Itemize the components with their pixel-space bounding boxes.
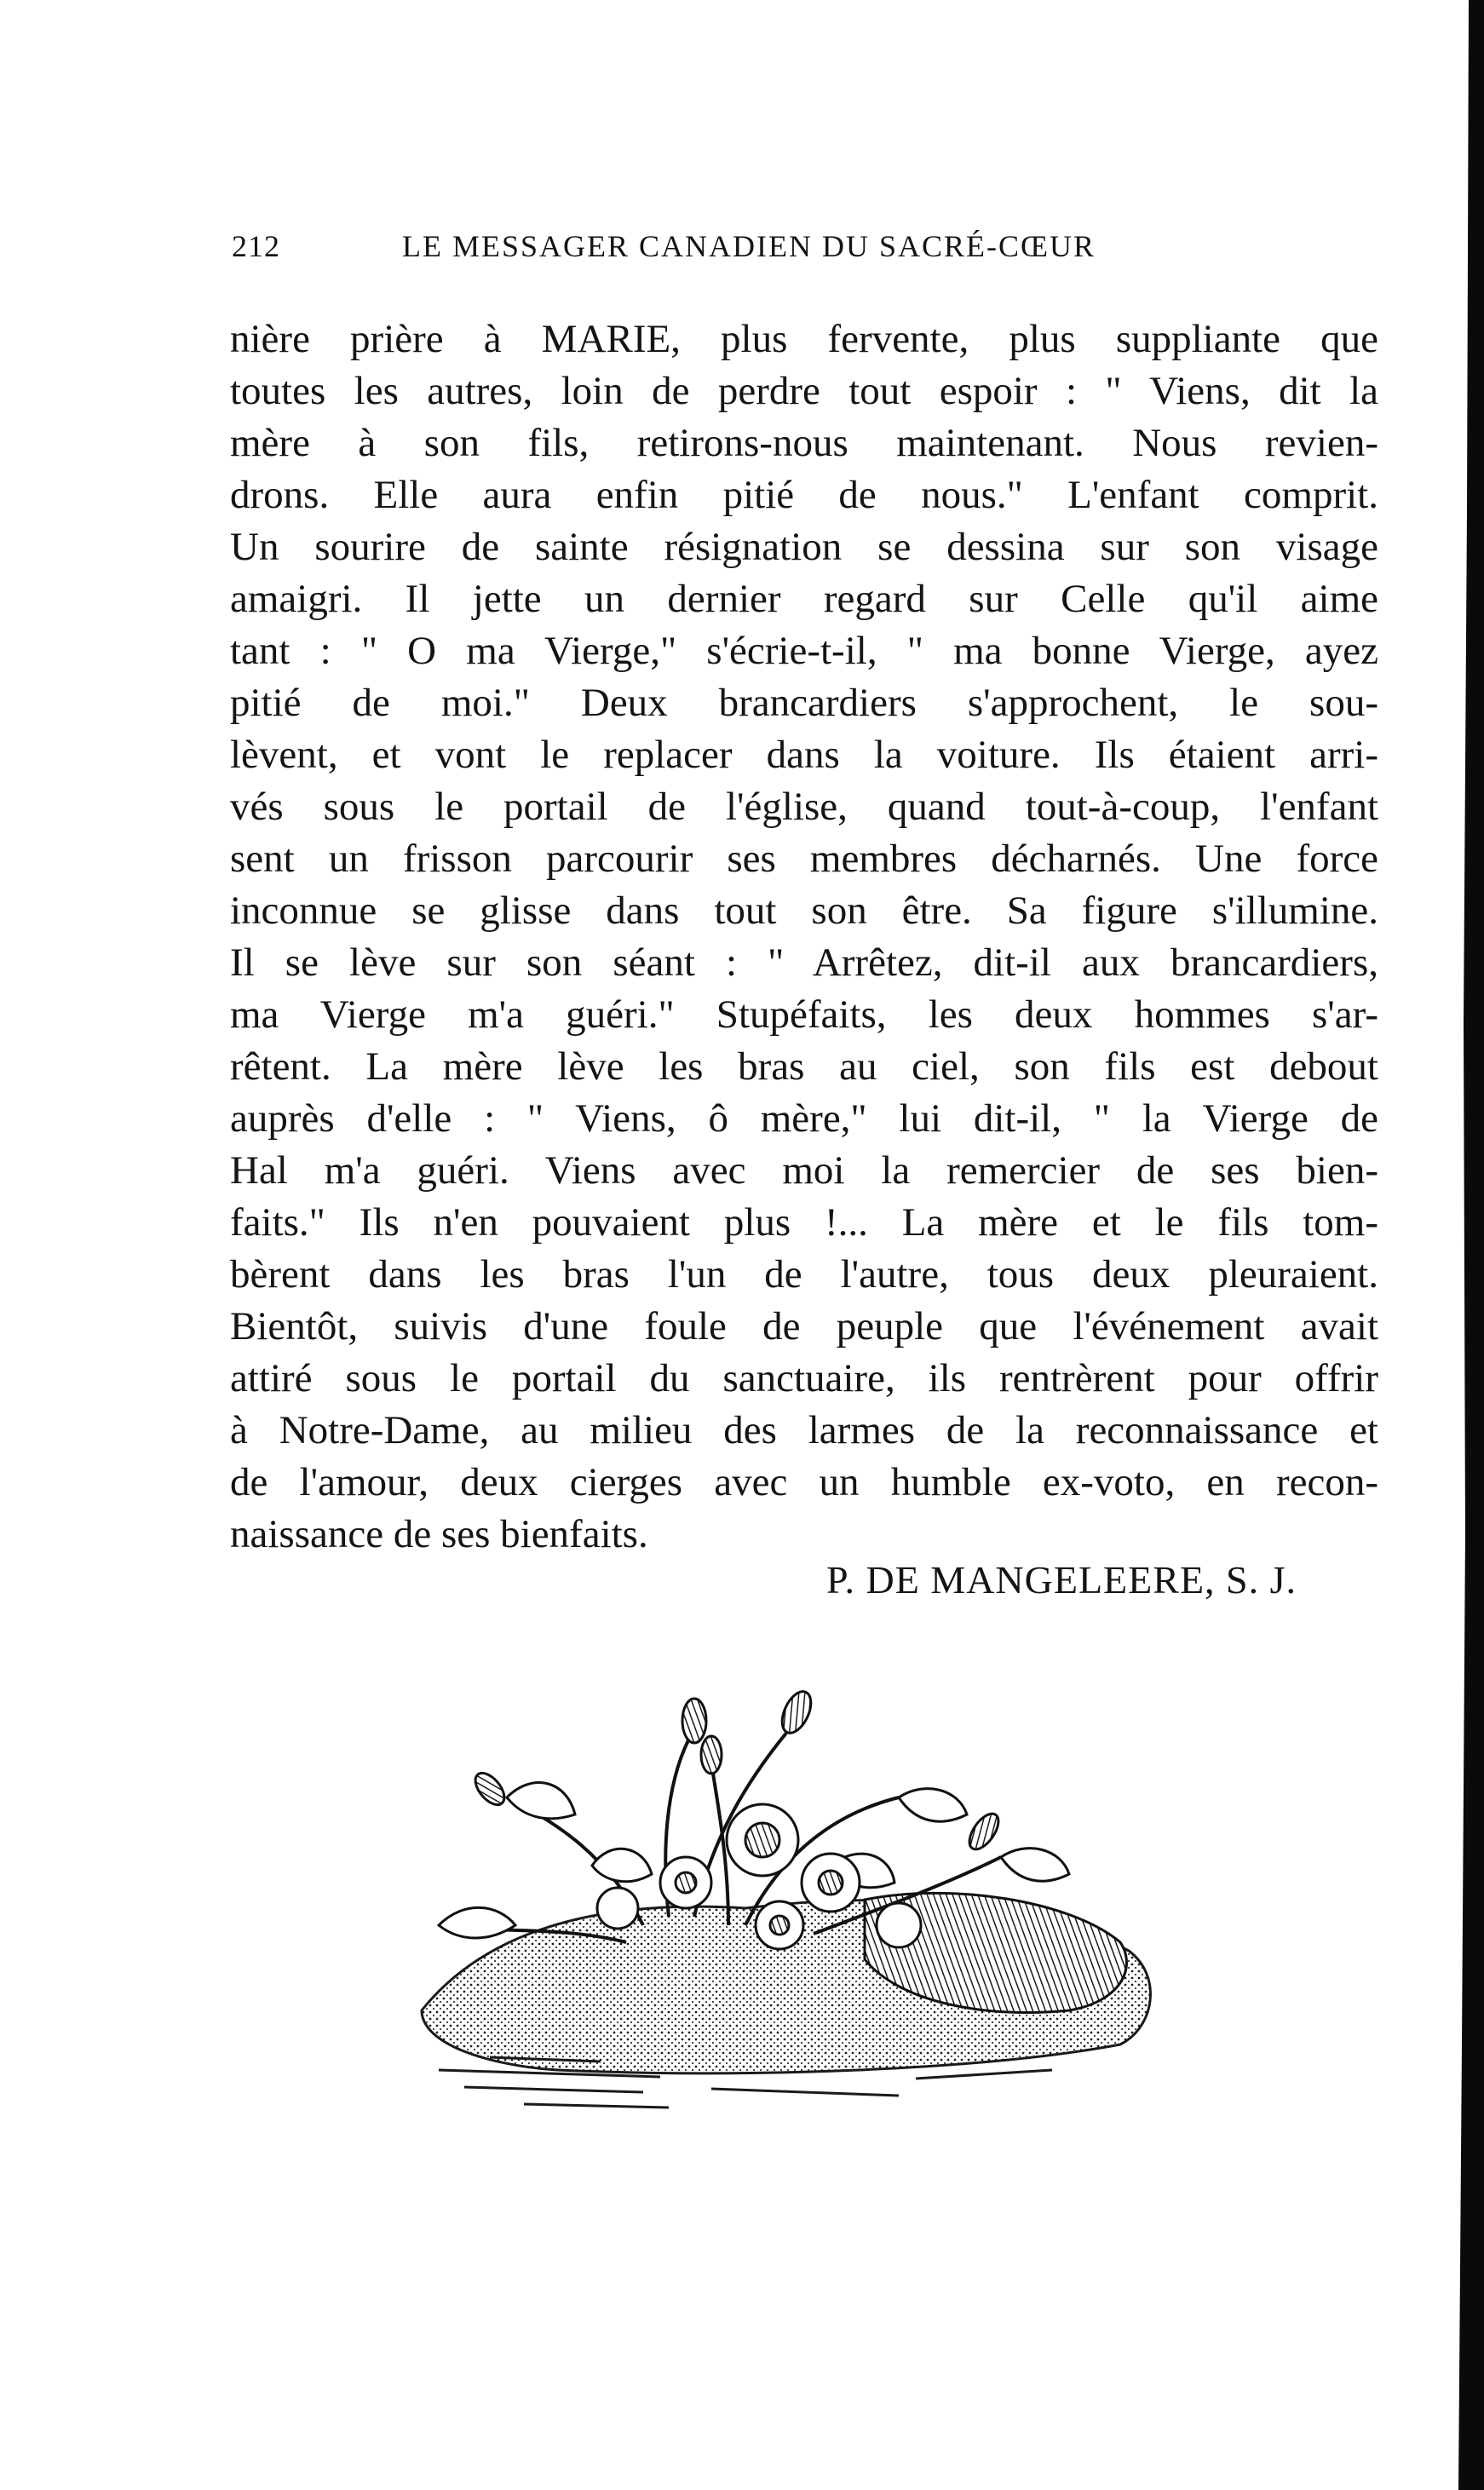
- text-line: naissance de ses bienfaits.: [230, 1512, 648, 1556]
- text-line: attiré sous le portail du sanctuaire, ils rentrèrent pour offrir: [230, 1356, 1378, 1400]
- journal-title: LE MESSAGER CANADIEN DU SACRÉ-CŒUR: [402, 229, 1096, 263]
- text-line: inconnue se glisse dans tout son être. Sa figure s'illumine.: [230, 888, 1378, 933]
- text-line: nière prière à MARIE, plus fervente, plus suppliante que: [230, 317, 1378, 361]
- text-line: de l'amour, deux cierges avec un humble ex-voto, en recon-: [230, 1460, 1378, 1504]
- text-line: pitié de moi." Deux brancardiers s'approchent, le sou-: [230, 681, 1378, 725]
- scan-edge-shadow: [1370, 0, 1484, 2490]
- page-number: 212: [232, 229, 280, 263]
- text-line: à Notre-Dame, au milieu des larmes de la reconnaissance et: [230, 1408, 1378, 1452]
- text-line: sent un frisson parcourir ses membres décharnés. Une force: [230, 837, 1378, 881]
- text-line: auprès d'elle : " Viens, ô mère," lui dit-il, " la Vierge de: [230, 1096, 1378, 1141]
- text-line: lèvent, et vont le replacer dans la voiture. Ils étaient arri-: [230, 733, 1378, 777]
- text-line: Il se lève sur son séant : " Arrêtez, dit-il aux brancardiers,: [230, 940, 1378, 985]
- flower-bouquet-illustration: [388, 1670, 1188, 2130]
- text-line: faits." Ils n'en pouvaient plus !... La mère et le fils tom-: [230, 1200, 1378, 1245]
- body-text: [230, 313, 1378, 1561]
- text-line: rêtent. La mère lève les bras au ciel, son fils est debout: [230, 1044, 1378, 1089]
- text-line: vés sous le portail de l'église, quand tout-à-coup, l'enfant: [230, 785, 1378, 829]
- text-line: Hal m'a guéri. Viens avec moi la remercier de ses bien-: [230, 1148, 1378, 1193]
- running-header: [232, 228, 1237, 271]
- text-line: Bientôt, suivis d'une foule de peuple que l'événement avait: [230, 1304, 1378, 1349]
- text-line: mère à son fils, retirons-nous maintenant. Nous revien-: [230, 421, 1378, 465]
- text-line: ma Vierge m'a guéri." Stupéfaits, les deux hommes s'ar-: [230, 992, 1378, 1037]
- text-line: tant : " O ma Vierge," s'écrie-t-il, " ma bonne Vierge, ayez: [230, 629, 1378, 673]
- text-line: Un sourire de sainte résignation se dessina sur son visage: [230, 525, 1378, 569]
- text-line: toutes les autres, loin de perdre tout espoir : " Viens, dit la: [230, 369, 1378, 413]
- text-line: bèrent dans les bras l'un de l'autre, tous deux pleuraient.: [230, 1252, 1378, 1297]
- text-line: drons. Elle aura enfin pitié de nous." L'enfant comprit.: [230, 473, 1378, 517]
- author-signature: P. DE MANGELEERE, S. J.: [826, 1558, 1297, 1602]
- text-line: amaigri. Il jette un dernier regard sur Celle qu'il aime: [230, 577, 1378, 621]
